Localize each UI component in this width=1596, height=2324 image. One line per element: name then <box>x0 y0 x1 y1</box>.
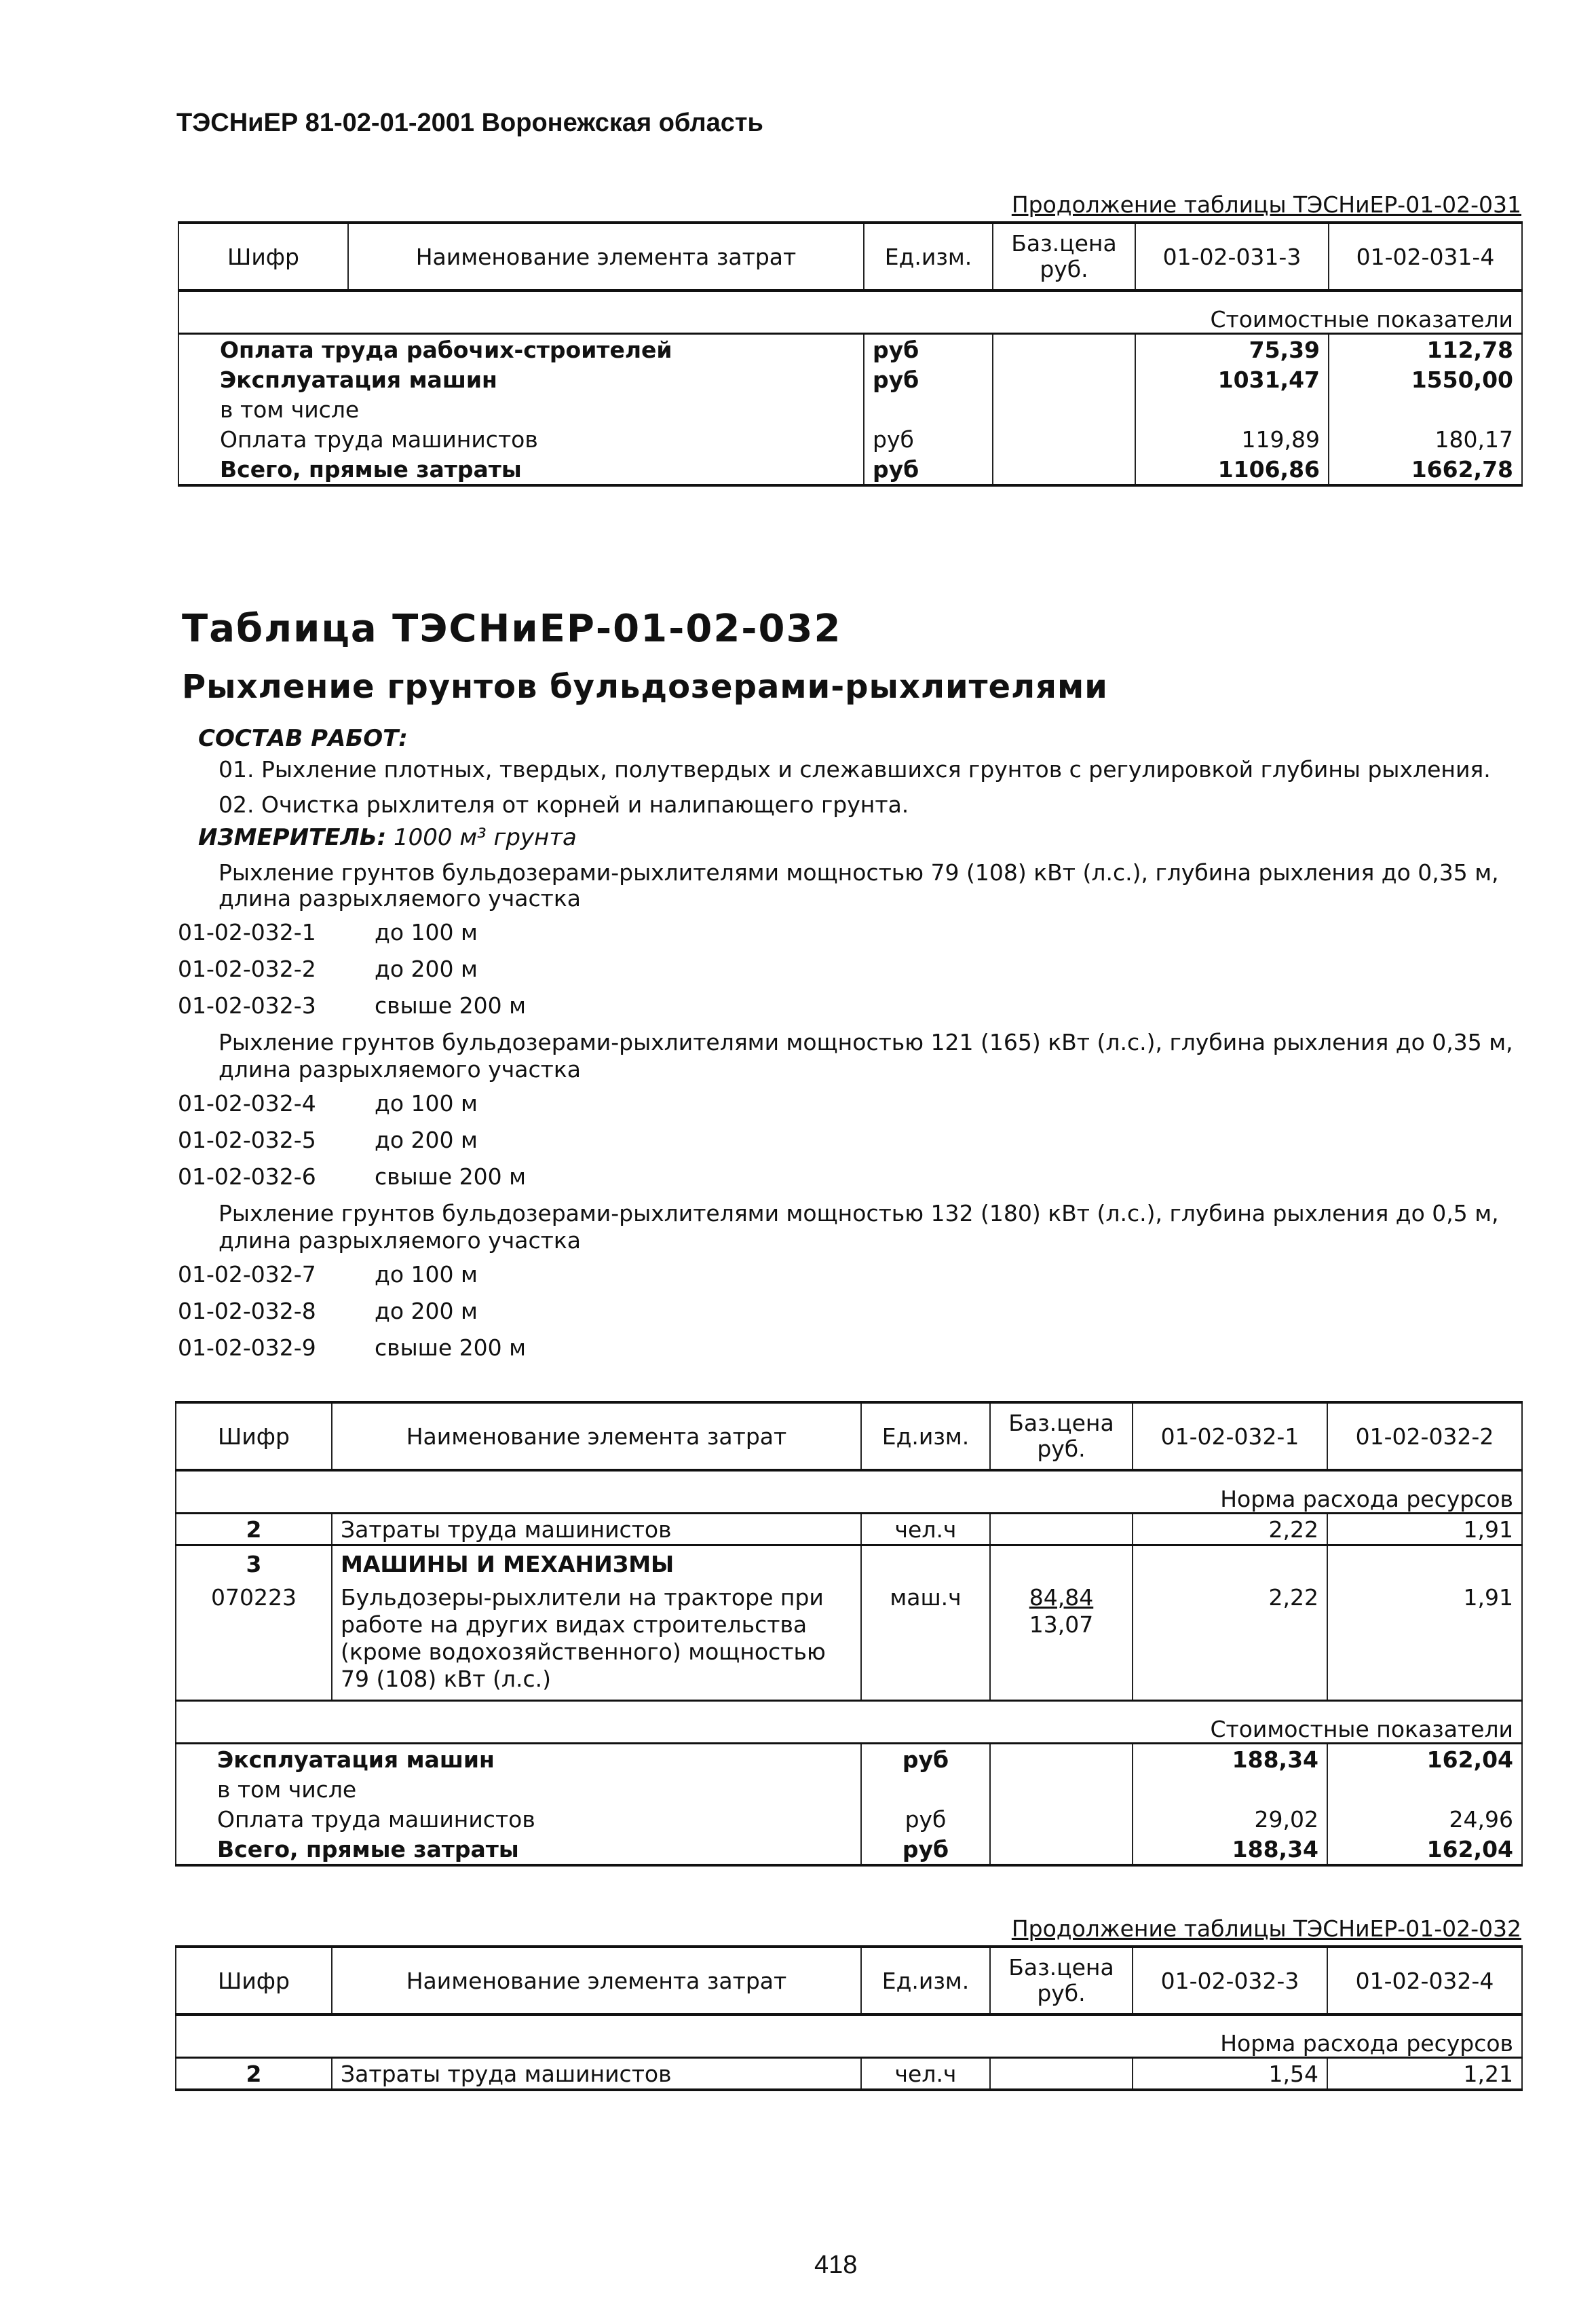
group-description: длина разрыхляемого участка <box>218 1227 582 1254</box>
meter-value: 1000 м³ грунта <box>394 824 577 851</box>
row-price <box>990 1545 1133 1582</box>
table3-section-row <box>176 2014 1522 2058</box>
col-header-name: Наименование элемента затрат <box>332 1402 861 1470</box>
row-unit: руб <box>864 364 993 394</box>
table-row <box>178 334 1522 365</box>
row-v1: 2,22 <box>1133 1581 1327 1701</box>
table-subtitle: Рыхление грунтов бульдозерами-рыхлителями <box>182 668 1108 706</box>
row-v2: 180,17 <box>1329 424 1522 454</box>
row-name: Затраты труда машинистов <box>332 1514 861 1545</box>
col-header-unit: Ед.изм. <box>861 1402 990 1470</box>
item-text: до 100 м <box>375 1261 478 1288</box>
row-price <box>990 1744 1133 1775</box>
document-header: ТЭСНиЕР 81-02-01-2001 Воронежская область <box>176 109 763 137</box>
row-name: Эксплуатация машин <box>178 364 864 394</box>
section-label: Норма расхода ресурсов <box>176 2014 1522 2058</box>
col-header-v2: 01-02-032-4 <box>1327 1947 1522 2014</box>
item-text: до 100 м <box>375 919 478 945</box>
item-text: свыше 200 м <box>375 992 527 1019</box>
row-unit: руб <box>861 1834 990 1865</box>
row-code: 2 <box>176 2058 332 2091</box>
row-price <box>990 1804 1133 1834</box>
row-price <box>993 394 1135 424</box>
table3-header-row <box>176 1947 1522 2014</box>
table-row <box>178 454 1522 485</box>
row-unit: руб <box>864 454 993 485</box>
item-text: до 200 м <box>375 956 478 982</box>
item-code: 01-02-032-6 <box>178 1163 316 1190</box>
group-description: длина разрыхляемого участка <box>218 1056 582 1083</box>
row-v1: 188,34 <box>1133 1834 1327 1865</box>
row-v2 <box>1327 1545 1522 1582</box>
row-name: Оплата труда машинистов <box>178 424 864 454</box>
col-header-price: Баз.цена руб. <box>990 1402 1133 1470</box>
row-price <box>990 2058 1133 2091</box>
col-header-v2: 01-02-032-2 <box>1327 1402 1522 1470</box>
item-code: 01-02-032-5 <box>178 1127 316 1153</box>
row-code: 2 <box>176 1514 332 1545</box>
item-code: 01-02-032-4 <box>178 1090 316 1117</box>
row-v1: 29,02 <box>1133 1804 1327 1834</box>
item-code: 01-02-032-2 <box>178 956 316 982</box>
table-row <box>176 2058 1522 2091</box>
table1-header-row <box>178 223 1522 290</box>
col-header-code: Шифр <box>176 1402 332 1470</box>
group-description: Рыхление грунтов бульдозерами-рыхлителями мощностью 121 (165) кВт (л.с.), глубина рыхления до 0,35 м, <box>218 1029 1513 1055</box>
table-title: Таблица ТЭСНиЕР-01-02-032 <box>182 607 842 651</box>
group-description: Рыхление грунтов бульдозерами-рыхлителями мощностью 132 (180) кВт (л.с.), глубина рыхления до 0,5 м, <box>218 1200 1499 1226</box>
item-text: до 100 м <box>375 1090 478 1117</box>
col-header-code: Шифр <box>178 223 348 290</box>
row-name: Оплата труда машинистов <box>176 1804 861 1834</box>
row-name: Всего, прямые затраты <box>178 454 864 485</box>
row-v1 <box>1133 1774 1327 1804</box>
item-text: свыше 200 м <box>375 1334 527 1361</box>
row-price <box>993 334 1135 365</box>
row-unit: руб <box>864 334 993 365</box>
col-header-price: Баз.цена руб. <box>990 1947 1133 2014</box>
row-price <box>993 424 1135 454</box>
row-v1 <box>1133 1545 1327 1582</box>
row-price <box>990 1581 1133 1701</box>
section-label: Стоимостные показатели <box>178 290 1522 334</box>
page-number: 418 <box>814 2251 858 2279</box>
row-unit <box>861 1545 990 1582</box>
row-unit: маш.ч <box>861 1581 990 1701</box>
table2 <box>175 1401 1523 1867</box>
row-v2 <box>1329 394 1522 424</box>
row-name: Эксплуатация машин <box>176 1744 861 1775</box>
table-row <box>178 424 1522 454</box>
work-item: 01. Рыхление плотных, твердых, полутвердых и слежавшихся грунтов с регулировкой глубины рыхления. <box>218 756 1491 783</box>
col-header-code: Шифр <box>176 1947 332 2014</box>
section-label: Стоимостные показатели <box>176 1701 1522 1744</box>
row-v1: 1031,47 <box>1135 364 1329 394</box>
row-v1: 1,54 <box>1133 2058 1327 2091</box>
item-code: 01-02-032-8 <box>178 1298 316 1324</box>
row-name: МАШИНЫ И МЕХАНИЗМЫ <box>332 1545 861 1582</box>
row-name: Бульдозеры-рыхлители на тракторе при работе на других видах строительства (кроме водохозяйственного) мощностью 79 (108) кВт (л.с.) <box>332 1581 861 1701</box>
table-row <box>178 364 1522 394</box>
row-v1: 188,34 <box>1133 1744 1327 1775</box>
item-text: свыше 200 м <box>375 1163 527 1190</box>
col-header-name: Наименование элемента затрат <box>348 223 864 290</box>
col-header-name: Наименование элемента затрат <box>332 1947 861 2014</box>
row-v2: 1,21 <box>1327 2058 1522 2091</box>
item-code: 01-02-032-9 <box>178 1334 316 1361</box>
row-v2: 1662,78 <box>1329 454 1522 485</box>
row-v2: 162,04 <box>1327 1744 1522 1775</box>
table3 <box>175 1945 1523 2091</box>
item-code: 01-02-032-1 <box>178 919 316 945</box>
row-code: 070223 <box>176 1581 332 1701</box>
row-unit <box>861 1774 990 1804</box>
col-header-v1: 01-02-032-1 <box>1133 1402 1327 1470</box>
row-v2 <box>1327 1774 1522 1804</box>
item-text: до 200 м <box>375 1127 478 1153</box>
row-unit: руб <box>864 424 993 454</box>
work-item: 02. Очистка рыхлителя от корней и налипающего грунта. <box>218 791 909 818</box>
row-price <box>990 1774 1133 1804</box>
item-text: до 200 м <box>375 1298 478 1324</box>
row-v1: 75,39 <box>1135 334 1329 365</box>
price-labor: 13,07 <box>1029 1611 1094 1638</box>
table-row <box>176 1804 1522 1834</box>
meter-label: ИЗМЕРИТЕЛЬ: <box>198 824 387 851</box>
row-unit: чел.ч <box>861 2058 990 2091</box>
table2-section-row <box>176 1701 1522 1744</box>
row-v1 <box>1135 394 1329 424</box>
table1-section-row <box>178 290 1522 334</box>
table3-continuation: Продолжение таблицы ТЭСНиЕР-01-02-032 <box>1011 1915 1521 1942</box>
table-row <box>176 1774 1522 1804</box>
row-name: Всего, прямые затраты <box>176 1834 861 1865</box>
row-unit <box>864 394 993 424</box>
row-v2: 1,91 <box>1327 1514 1522 1545</box>
work-composition-label: СОСТАВ РАБОТ: <box>198 725 408 752</box>
item-code: 01-02-032-3 <box>178 992 316 1019</box>
row-v2: 24,96 <box>1327 1804 1522 1834</box>
row-price <box>990 1514 1133 1545</box>
row-name: Оплата труда рабочих-строителей <box>178 334 864 365</box>
row-v1: 119,89 <box>1135 424 1329 454</box>
group-description: длина разрыхляемого участка <box>218 885 582 912</box>
row-v2: 112,78 <box>1329 334 1522 365</box>
row-v1: 2,22 <box>1133 1514 1327 1545</box>
row-unit: чел.ч <box>861 1514 990 1545</box>
table2-section-row <box>176 1470 1522 1514</box>
table1-continuation: Продолжение таблицы ТЭСНиЕР-01-02-031 <box>1011 191 1521 218</box>
row-code: 3 <box>176 1545 332 1582</box>
row-price <box>993 364 1135 394</box>
table2-header-row <box>176 1402 1522 1470</box>
row-v2: 1,91 <box>1327 1581 1522 1701</box>
item-code: 01-02-032-7 <box>178 1261 316 1288</box>
row-price <box>993 454 1135 485</box>
table-row <box>176 1545 1522 1582</box>
price-base: 84,84 <box>1029 1584 1094 1611</box>
row-v1: 1106,86 <box>1135 454 1329 485</box>
table-row <box>176 1581 1522 1701</box>
section-label: Норма расхода ресурсов <box>176 1470 1522 1514</box>
table1 <box>178 221 1523 487</box>
col-header-v2: 01-02-031-4 <box>1329 223 1522 290</box>
row-unit: руб <box>861 1804 990 1834</box>
col-header-v1: 01-02-032-3 <box>1133 1947 1327 2014</box>
meter-line <box>198 824 577 851</box>
col-header-unit: Ед.изм. <box>864 223 993 290</box>
row-v2: 162,04 <box>1327 1834 1522 1865</box>
row-name: в том числе <box>176 1774 861 1804</box>
table-row <box>176 1834 1522 1865</box>
table-row <box>178 394 1522 424</box>
row-name: в том числе <box>178 394 864 424</box>
col-header-price: Баз.цена руб. <box>993 223 1135 290</box>
row-v2: 1550,00 <box>1329 364 1522 394</box>
col-header-unit: Ед.изм. <box>861 1947 990 2014</box>
row-unit: руб <box>861 1744 990 1775</box>
group-description: Рыхление грунтов бульдозерами-рыхлителями мощностью 79 (108) кВт (л.с.), глубина рыхления до 0,35 м, <box>218 859 1499 886</box>
row-name: Затраты труда машинистов <box>332 2058 861 2091</box>
col-header-v1: 01-02-031-3 <box>1135 223 1329 290</box>
table-row <box>176 1514 1522 1545</box>
row-price <box>990 1834 1133 1865</box>
table-row <box>176 1744 1522 1775</box>
